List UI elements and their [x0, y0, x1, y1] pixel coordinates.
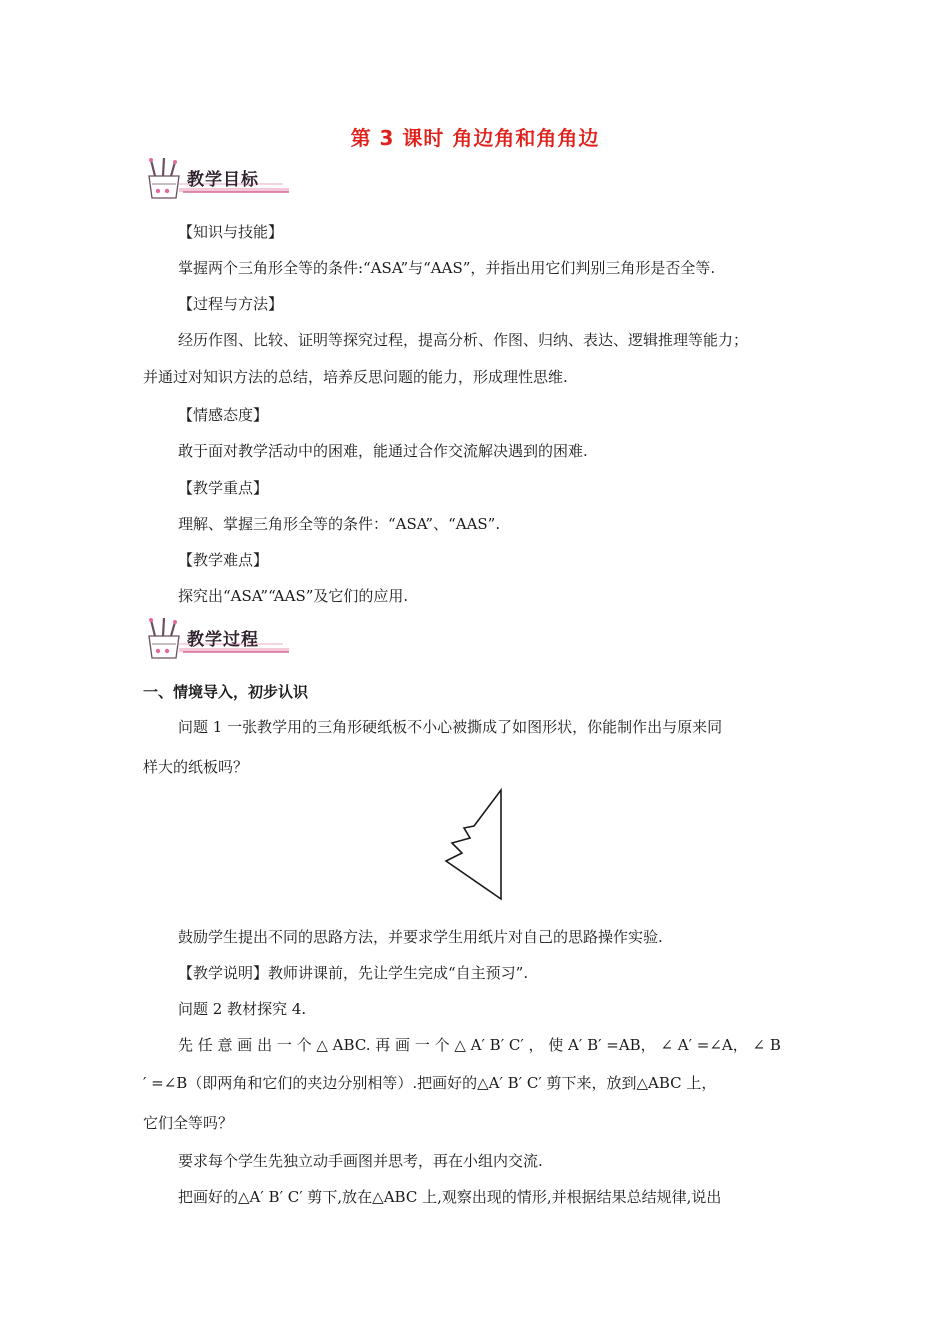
process-text-line-2: 并通过对知识方法的总结，培养反思问题的能力，形成理性思维. [143, 368, 568, 386]
difficulty-heading: 【教学难点】 [178, 551, 269, 569]
badge-label: 教学过程 [187, 630, 259, 650]
key-text: 理解、掌握三角形全等的条件：“ASA”、“AAS”. [178, 515, 501, 533]
teaching-note: 【教学说明】教师讲课前，先让学生完成“自主预习”. [178, 964, 529, 982]
section-1-heading: 一、情境导入，初步认识 [143, 683, 309, 701]
emotion-text: 敢于面对教学活动中的困难，能通过合作交流解决遇到的困难. [178, 442, 588, 460]
explore-line-1: 先 任 意 画 出 一 个 △ ABC. 再 画 一 个 △ A′ B′ C′ ， 使 A′ B′ =AB， ∠ A′ =∠A， ∠ B [178, 1036, 781, 1054]
knowledge-text: 掌握两个三角形全等的条件:“ASA”与“AAS”，并指出用它们判别三角形是否全等. [178, 259, 716, 277]
process-text-line-1: 经历作图、比较、证明等探究过程，提高分析、作图、归纳、表达、逻辑推理等能力； [178, 331, 749, 349]
process-heading: 【过程与方法】 [178, 295, 284, 313]
badge-label: 教学目标 [187, 170, 259, 190]
page-title: 第 3 课时 角边角和角角边 [350, 126, 600, 150]
explore-line-2: ′ =∠B（即两角和它们的夹边分别相等）.把画好的△A′ B′ C′ 剪下来，放到△ABC 上， [143, 1074, 717, 1092]
torn-triangle-figure [440, 786, 520, 906]
knowledge-heading: 【知识与技能】 [178, 223, 284, 241]
explore-line-4: 要求每个学生先独立动手画图并思考，再在小组内交流. [178, 1152, 543, 1170]
section-badge-process [143, 616, 289, 660]
explore-line-3: 它们全等吗？ [143, 1114, 234, 1132]
key-heading: 【教学重点】 [178, 479, 269, 497]
question-1-line-2: 样大的纸板吗？ [143, 758, 249, 776]
question-2: 问题 2 教材探究 4. [178, 1000, 307, 1018]
explore-line-5: 把画好的△A′ B′ C′ 剪下,放在△ABC 上,观察出现的情形,并根据结果总结规律,说出 [178, 1188, 722, 1206]
question-1-line-1: 问题 1 一张教学用的三角形硬纸板不小心被撕成了如图形状，你能制作出与原来同 [178, 718, 723, 736]
difficulty-text: 探究出“ASA”“AAS”及它们的应用. [178, 587, 409, 605]
section-badge-goals [143, 156, 289, 200]
encourage-text: 鼓励学生提出不同的思路方法，并要求学生用纸片对自己的思路操作实验. [178, 928, 663, 946]
emotion-heading: 【情感态度】 [178, 406, 269, 424]
